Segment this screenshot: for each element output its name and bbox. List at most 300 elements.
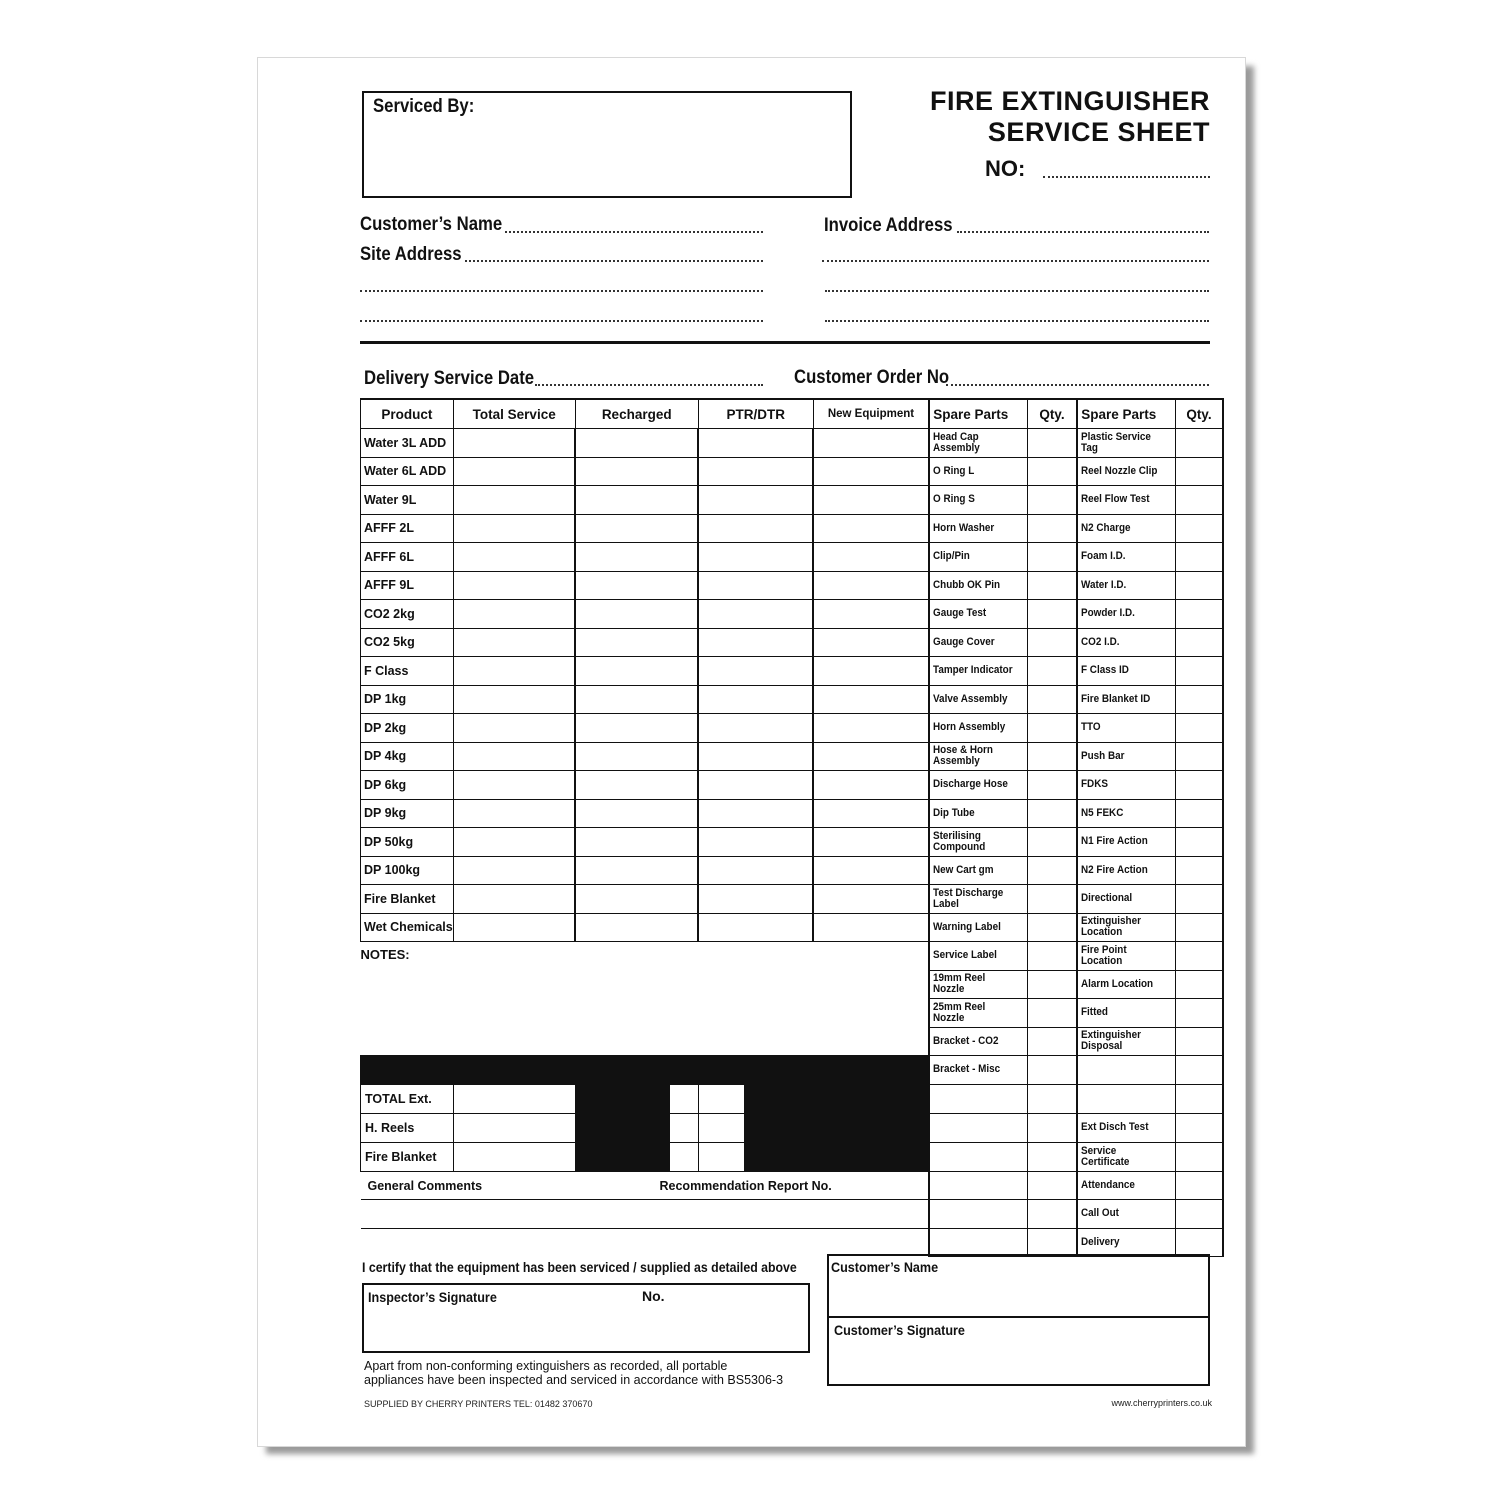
service-entry-cell[interactable] <box>453 913 575 942</box>
right-spare-part-label <box>1077 1084 1175 1113</box>
left-qty-cell[interactable] <box>1027 685 1077 714</box>
product-label: AFFF 2L <box>361 514 454 543</box>
left-qty-cell[interactable] <box>1027 1113 1077 1142</box>
right-spare-part-text: Directional <box>1081 892 1133 905</box>
total-count-cell[interactable] <box>453 1084 575 1113</box>
table-row <box>361 571 1224 600</box>
left-qty-cell[interactable] <box>1027 1171 1077 1200</box>
right-qty-cell[interactable] <box>1175 771 1223 800</box>
left-spare-part-label <box>929 600 1027 629</box>
left-qty-cell[interactable] <box>1027 1027 1077 1056</box>
recommendation-report-label: Recommendation Report No. <box>659 1178 832 1193</box>
blackout-cell <box>813 1113 929 1142</box>
blank-row <box>361 1228 930 1257</box>
invoice-address-field-2[interactable] <box>822 260 1209 262</box>
total-split-cell <box>575 1113 698 1142</box>
right-spare-part-text: Extinguisher Location <box>1081 915 1142 939</box>
right-qty-cell[interactable] <box>1175 942 1223 971</box>
service-entry-cell[interactable] <box>453 828 575 857</box>
service-entry-cell[interactable] <box>813 457 929 486</box>
left-spare-part-label <box>929 714 1027 743</box>
service-entry-cell[interactable] <box>698 657 813 686</box>
service-entry-cell[interactable] <box>575 913 698 942</box>
service-entry-cell[interactable] <box>698 685 813 714</box>
left-spare-part-text: Test Discharge Label <box>933 886 1004 910</box>
left-spare-part-label <box>929 486 1027 515</box>
right-spare-part-label <box>1077 685 1175 714</box>
total-label: H. Reels <box>361 1113 454 1142</box>
customers-name-field[interactable] <box>505 231 763 233</box>
right-qty-cell[interactable] <box>1175 429 1223 458</box>
right-qty-cell[interactable] <box>1175 1171 1223 1200</box>
service-entry-cell[interactable] <box>813 571 929 600</box>
right-spare-part-label <box>1077 1027 1175 1056</box>
total-ptr-cell <box>698 1084 813 1113</box>
left-spare-part-label <box>929 799 1027 828</box>
right-spare-part-text: Alarm Location <box>1081 977 1154 990</box>
right-spare-part-label <box>1077 543 1175 572</box>
product-label: AFFF 6L <box>361 543 454 572</box>
blackout-block <box>600 1085 670 1113</box>
service-entry-cell[interactable] <box>575 514 698 543</box>
table-row <box>361 799 1224 828</box>
right-qty-cell[interactable] <box>1175 1027 1223 1056</box>
total-split-cell <box>575 1142 698 1171</box>
left-spare-part-text: Discharge Hose <box>933 778 1009 791</box>
right-qty-cell[interactable] <box>1175 856 1223 885</box>
right-qty-cell[interactable] <box>1175 1113 1223 1142</box>
product-label: DP 4kg <box>361 742 454 771</box>
right-qty-cell[interactable] <box>1175 799 1223 828</box>
left-spare-part-label <box>929 856 1027 885</box>
left-spare-part-text: O Ring S <box>933 493 976 506</box>
right-spare-part-text: Fitted <box>1081 1006 1109 1019</box>
service-table <box>360 398 1224 1257</box>
right-spare-part-label <box>1077 1113 1175 1142</box>
service-entry-cell[interactable] <box>813 856 929 885</box>
right-qty-cell[interactable] <box>1175 1228 1223 1257</box>
right-spare-part-text: Delivery <box>1081 1235 1120 1248</box>
left-spare-part-text: Horn Washer <box>933 521 995 534</box>
service-entry-cell[interactable] <box>698 628 813 657</box>
service-entry-cell[interactable] <box>813 771 929 800</box>
right-spare-part-label <box>1077 942 1175 971</box>
right-spare-part-text: N5 FEKC <box>1081 806 1124 819</box>
disclaimer-line-2: appliances have been inspected and serviced in accordance with BS5306-3 <box>364 1373 784 1387</box>
service-entry-cell[interactable] <box>453 543 575 572</box>
total-ptr-cell <box>698 1142 813 1171</box>
right-spare-part-text: CO2 I.D. <box>1081 635 1120 648</box>
service-entry-cell[interactable] <box>698 486 813 515</box>
product-label: Water 6L ADD <box>361 457 454 486</box>
right-spare-part-label <box>1077 429 1175 458</box>
left-qty-cell[interactable] <box>1027 628 1077 657</box>
right-spare-part-label <box>1077 1228 1175 1257</box>
right-spare-part-text: Reel Nozzle Clip <box>1081 464 1158 477</box>
service-entry-cell[interactable] <box>813 486 929 515</box>
service-entry-cell[interactable] <box>575 571 698 600</box>
invoice-address-field-1[interactable] <box>957 231 1209 233</box>
service-entry-cell[interactable] <box>698 571 813 600</box>
service-entry-cell[interactable] <box>575 742 698 771</box>
service-entry-cell[interactable] <box>813 828 929 857</box>
left-qty-cell[interactable] <box>1027 714 1077 743</box>
left-spare-part-text: Dip Tube <box>933 806 975 819</box>
column-header: Qty. <box>1027 399 1077 429</box>
left-spare-part-label <box>929 1200 1027 1229</box>
product-label: DP 2kg <box>361 714 454 743</box>
service-entry-cell[interactable] <box>575 486 698 515</box>
service-entry-cell[interactable] <box>575 600 698 629</box>
right-spare-part-text: Call Out <box>1081 1207 1120 1220</box>
table-row <box>361 685 1224 714</box>
service-entry-cell[interactable] <box>575 856 698 885</box>
customer-order-no-field[interactable] <box>946 384 1209 386</box>
service-entry-cell[interactable] <box>575 771 698 800</box>
service-entry-cell[interactable] <box>813 657 929 686</box>
service-entry-cell[interactable] <box>453 799 575 828</box>
right-qty-cell[interactable] <box>1175 600 1223 629</box>
service-entry-cell[interactable] <box>698 913 813 942</box>
blackout-block <box>744 1085 813 1113</box>
left-spare-part-text: Bracket - Misc <box>933 1063 1001 1076</box>
left-spare-part-text: Horn Assembly <box>933 721 1006 734</box>
service-entry-cell[interactable] <box>575 628 698 657</box>
right-spare-part-text: Extinguisher Disposal <box>1081 1029 1142 1053</box>
service-entry-cell[interactable] <box>813 913 929 942</box>
right-spare-part-text: Push Bar <box>1081 749 1125 762</box>
site-address-label: Site Address <box>360 244 462 265</box>
table-row <box>361 657 1224 686</box>
service-entry-cell[interactable] <box>813 742 929 771</box>
product-label: Fire Blanket <box>361 885 454 914</box>
left-spare-part-text: Tamper Indicator <box>933 664 1013 677</box>
customer-name-signoff-label[interactable]: Customer’s Name <box>831 1259 939 1275</box>
product-label: Water 3L ADD <box>361 429 454 458</box>
left-spare-part-label <box>929 771 1027 800</box>
blackout-cell <box>813 1142 929 1171</box>
table-row <box>361 543 1224 572</box>
blackout-block <box>576 1114 600 1142</box>
right-spare-part-label <box>1077 742 1175 771</box>
service-entry-cell[interactable] <box>813 885 929 914</box>
service-entry-cell[interactable] <box>575 657 698 686</box>
left-spare-part-label <box>929 999 1027 1028</box>
service-entry-cell[interactable] <box>813 799 929 828</box>
table-row <box>361 1142 1224 1171</box>
form-number-label: NO: <box>985 156 1026 181</box>
service-entry-cell[interactable] <box>698 742 813 771</box>
total-ptr-cell <box>698 1113 813 1142</box>
table-row <box>361 1113 1224 1142</box>
right-spare-part-label <box>1077 913 1175 942</box>
service-entry-cell[interactable] <box>575 828 698 857</box>
service-entry-cell[interactable] <box>698 856 813 885</box>
right-spare-part-label <box>1077 771 1175 800</box>
left-qty-cell[interactable] <box>1027 999 1077 1028</box>
right-spare-part-label <box>1077 970 1175 999</box>
left-qty-cell[interactable] <box>1027 1084 1077 1113</box>
service-entry-cell[interactable] <box>698 543 813 572</box>
right-spare-part-text: N1 Fire Action <box>1081 835 1148 848</box>
right-spare-part-label <box>1077 486 1175 515</box>
service-entry-cell[interactable] <box>453 657 575 686</box>
total-label: TOTAL Ext. <box>361 1084 454 1113</box>
right-qty-cell[interactable] <box>1175 628 1223 657</box>
right-qty-cell[interactable] <box>1175 1084 1223 1113</box>
service-entry-cell[interactable] <box>575 714 698 743</box>
service-entry-cell[interactable] <box>453 742 575 771</box>
table-row <box>361 486 1224 515</box>
invoice-address-field-4[interactable] <box>825 320 1209 322</box>
left-spare-part-label <box>929 1084 1027 1113</box>
left-qty-cell[interactable] <box>1027 885 1077 914</box>
right-qty-cell[interactable] <box>1175 742 1223 771</box>
table-row <box>361 1056 1224 1085</box>
form-number-field[interactable] <box>1043 176 1210 178</box>
right-spare-part-text: Fire Blanket ID <box>1081 692 1151 705</box>
site-address-field-2[interactable] <box>360 290 763 292</box>
product-label: Water 9L <box>361 486 454 515</box>
service-entry-cell[interactable] <box>698 714 813 743</box>
certify-statement: I certify that the equipment has been serviced / supplied as detailed above <box>362 1259 797 1275</box>
product-label: Wet Chemicals <box>361 913 454 942</box>
service-entry-cell[interactable] <box>453 429 575 458</box>
service-entry-cell[interactable] <box>698 429 813 458</box>
right-qty-cell[interactable] <box>1175 514 1223 543</box>
right-spare-part-text: Fire Point Location <box>1081 943 1127 967</box>
column-header: Recharged <box>575 399 698 429</box>
service-entry-cell[interactable] <box>453 714 575 743</box>
service-entry-cell[interactable] <box>813 543 929 572</box>
left-qty-cell[interactable] <box>1027 856 1077 885</box>
service-entry-cell[interactable] <box>453 628 575 657</box>
left-qty-cell[interactable] <box>1027 600 1077 629</box>
right-qty-cell[interactable] <box>1175 913 1223 942</box>
right-qty-cell[interactable] <box>1175 571 1223 600</box>
column-header: Qty. <box>1175 399 1223 429</box>
service-entry-cell[interactable] <box>453 486 575 515</box>
service-entry-cell[interactable] <box>813 714 929 743</box>
total-recharged-cell[interactable] <box>670 1114 698 1142</box>
service-entry-cell[interactable] <box>453 457 575 486</box>
total-split-cell <box>575 1084 698 1113</box>
table-row <box>361 913 1224 942</box>
service-entry-cell[interactable] <box>813 628 929 657</box>
service-entry-cell[interactable] <box>813 429 929 458</box>
left-spare-part-label <box>929 942 1027 971</box>
customer-signature-label[interactable]: Customer’s Signature <box>834 1322 965 1338</box>
left-spare-part-text: 25mm Reel Nozzle <box>933 1000 986 1024</box>
service-entry-cell[interactable] <box>698 771 813 800</box>
total-count-cell[interactable] <box>453 1113 575 1142</box>
right-spare-part-label <box>1077 628 1175 657</box>
service-entry-cell[interactable] <box>698 885 813 914</box>
service-entry-cell[interactable] <box>575 799 698 828</box>
right-qty-cell[interactable] <box>1175 714 1223 743</box>
left-qty-cell[interactable] <box>1027 1200 1077 1229</box>
table-row <box>361 514 1224 543</box>
left-qty-cell[interactable] <box>1027 1228 1077 1257</box>
table-row <box>361 1228 1224 1257</box>
service-entry-cell[interactable] <box>575 429 698 458</box>
left-spare-part-label <box>929 429 1027 458</box>
service-entry-cell[interactable] <box>453 514 575 543</box>
total-recharged-cell[interactable] <box>670 1143 698 1171</box>
service-entry-cell[interactable] <box>813 600 929 629</box>
service-entry-cell[interactable] <box>575 885 698 914</box>
left-qty-cell[interactable] <box>1027 799 1077 828</box>
service-entry-cell[interactable] <box>698 457 813 486</box>
table-row <box>361 885 1224 914</box>
right-spare-part-label <box>1077 457 1175 486</box>
service-entry-cell[interactable] <box>575 543 698 572</box>
right-spare-part-text: FDKS <box>1081 778 1109 791</box>
notes-label: NOTES: <box>360 947 410 962</box>
right-qty-cell[interactable] <box>1175 885 1223 914</box>
left-qty-cell[interactable] <box>1027 429 1077 458</box>
right-spare-part-label <box>1077 1171 1175 1200</box>
left-spare-part-text: New Cart gm <box>933 863 994 876</box>
right-spare-part-label <box>1077 514 1175 543</box>
left-qty-cell[interactable] <box>1027 1056 1077 1085</box>
column-header: Spare Parts <box>1077 399 1175 429</box>
general-comments-row[interactable] <box>361 1171 930 1200</box>
left-spare-part-label <box>929 1228 1027 1257</box>
right-spare-part-text: F Class ID <box>1081 664 1130 677</box>
total-recharged-cell[interactable] <box>670 1085 698 1113</box>
product-label: F Class <box>361 657 454 686</box>
left-spare-part-label <box>929 657 1027 686</box>
invoice-address-label: Invoice Address <box>824 215 953 236</box>
service-entry-cell[interactable] <box>698 514 813 543</box>
general-comments-line[interactable] <box>361 1200 930 1229</box>
form-title-line2: SERVICE SHEET <box>987 117 1210 147</box>
left-qty-cell[interactable] <box>1027 913 1077 942</box>
right-qty-cell[interactable] <box>1175 999 1223 1028</box>
left-qty-cell[interactable] <box>1027 828 1077 857</box>
left-qty-cell[interactable] <box>1027 514 1077 543</box>
left-spare-part-text: Bracket - CO2 <box>933 1034 999 1047</box>
left-spare-part-text: Valve Assembly <box>933 692 1008 705</box>
left-qty-cell[interactable] <box>1027 486 1077 515</box>
service-entry-cell[interactable] <box>698 828 813 857</box>
right-spare-part-label <box>1077 714 1175 743</box>
left-qty-cell[interactable] <box>1027 970 1077 999</box>
table-row <box>361 742 1224 771</box>
left-qty-cell[interactable] <box>1027 771 1077 800</box>
left-spare-part-label <box>929 885 1027 914</box>
table-row <box>361 1084 1224 1113</box>
right-qty-cell[interactable] <box>1175 457 1223 486</box>
service-entry-cell[interactable] <box>453 771 575 800</box>
table-row <box>361 856 1224 885</box>
site-address-field-3[interactable] <box>360 320 763 322</box>
service-entry-cell[interactable] <box>575 685 698 714</box>
blackout-band <box>361 1056 930 1085</box>
inspector-no-label: No. <box>642 1288 665 1304</box>
right-qty-cell[interactable] <box>1175 1142 1223 1171</box>
service-entry-cell[interactable] <box>453 885 575 914</box>
left-spare-part-text: O Ring L <box>933 464 975 477</box>
left-qty-cell[interactable] <box>1027 457 1077 486</box>
invoice-address-field-3[interactable] <box>825 290 1209 292</box>
delivery-service-date-field[interactable] <box>535 384 763 386</box>
left-qty-cell[interactable] <box>1027 657 1077 686</box>
right-qty-cell[interactable] <box>1175 657 1223 686</box>
service-entry-cell[interactable] <box>453 600 575 629</box>
column-header: PTR/DTR <box>698 399 813 429</box>
right-spare-part-label <box>1077 1142 1175 1171</box>
right-spare-part-label <box>1077 657 1175 686</box>
column-header: Spare Parts <box>929 399 1027 429</box>
left-qty-cell[interactable] <box>1027 571 1077 600</box>
left-qty-cell[interactable] <box>1027 1142 1077 1171</box>
notes-area[interactable] <box>361 942 930 1056</box>
left-qty-cell[interactable] <box>1027 942 1077 971</box>
right-qty-cell[interactable] <box>1175 486 1223 515</box>
left-spare-part-label <box>929 1027 1027 1056</box>
blackout-block <box>576 1143 600 1171</box>
form-title-line1: FIRE EXTINGUISHER <box>929 86 1210 116</box>
left-spare-part-text: Warning Label <box>933 920 1002 933</box>
service-entry-cell[interactable] <box>698 799 813 828</box>
left-spare-part-text: Hose & Horn Assembly <box>933 744 994 768</box>
service-entry-cell[interactable] <box>453 685 575 714</box>
right-qty-cell[interactable] <box>1175 828 1223 857</box>
table-row <box>361 600 1224 629</box>
left-spare-part-label <box>929 514 1027 543</box>
service-entry-cell[interactable] <box>813 685 929 714</box>
left-spare-part-label <box>929 628 1027 657</box>
left-spare-part-text: Sterilising Compound <box>933 829 986 853</box>
total-ptr-entry[interactable] <box>699 1143 744 1171</box>
right-qty-cell[interactable] <box>1175 685 1223 714</box>
left-spare-part-label <box>929 457 1027 486</box>
left-qty-cell[interactable] <box>1027 742 1077 771</box>
service-entry-cell[interactable] <box>813 514 929 543</box>
left-spare-part-label <box>929 571 1027 600</box>
total-ptr-entry[interactable] <box>699 1085 744 1113</box>
left-qty-cell[interactable] <box>1027 543 1077 572</box>
inspector-signature-label: Inspector’s Signature <box>368 1289 497 1305</box>
service-entry-cell[interactable] <box>698 600 813 629</box>
blackout-cell <box>813 1084 929 1113</box>
right-spare-part-label <box>1077 1056 1175 1085</box>
right-qty-cell[interactable] <box>1175 1200 1223 1229</box>
left-spare-part-label <box>929 1113 1027 1142</box>
supplier-footer: SUPPLIED BY CHERRY PRINTERS TEL: 01482 370670 <box>364 1399 593 1409</box>
right-spare-part-label <box>1077 999 1175 1028</box>
site-address-field-1[interactable] <box>465 260 763 262</box>
customers-name-label: Customer’s Name <box>360 214 503 235</box>
table-header-row <box>361 399 1224 429</box>
total-ptr-entry[interactable] <box>699 1114 744 1142</box>
service-entry-cell[interactable] <box>453 571 575 600</box>
right-qty-cell[interactable] <box>1175 543 1223 572</box>
service-entry-cell[interactable] <box>575 457 698 486</box>
left-spare-part-label <box>929 970 1027 999</box>
right-qty-cell[interactable] <box>1175 970 1223 999</box>
blackout-block <box>744 1143 813 1171</box>
product-label: CO2 5kg <box>361 628 454 657</box>
service-entry-cell[interactable] <box>453 856 575 885</box>
right-qty-cell[interactable] <box>1175 1056 1223 1085</box>
table-row <box>361 1200 1224 1229</box>
right-spare-part-text: TTO <box>1081 721 1101 734</box>
total-count-cell[interactable] <box>453 1142 575 1171</box>
right-spare-part-text: Reel Flow Test <box>1081 493 1150 506</box>
